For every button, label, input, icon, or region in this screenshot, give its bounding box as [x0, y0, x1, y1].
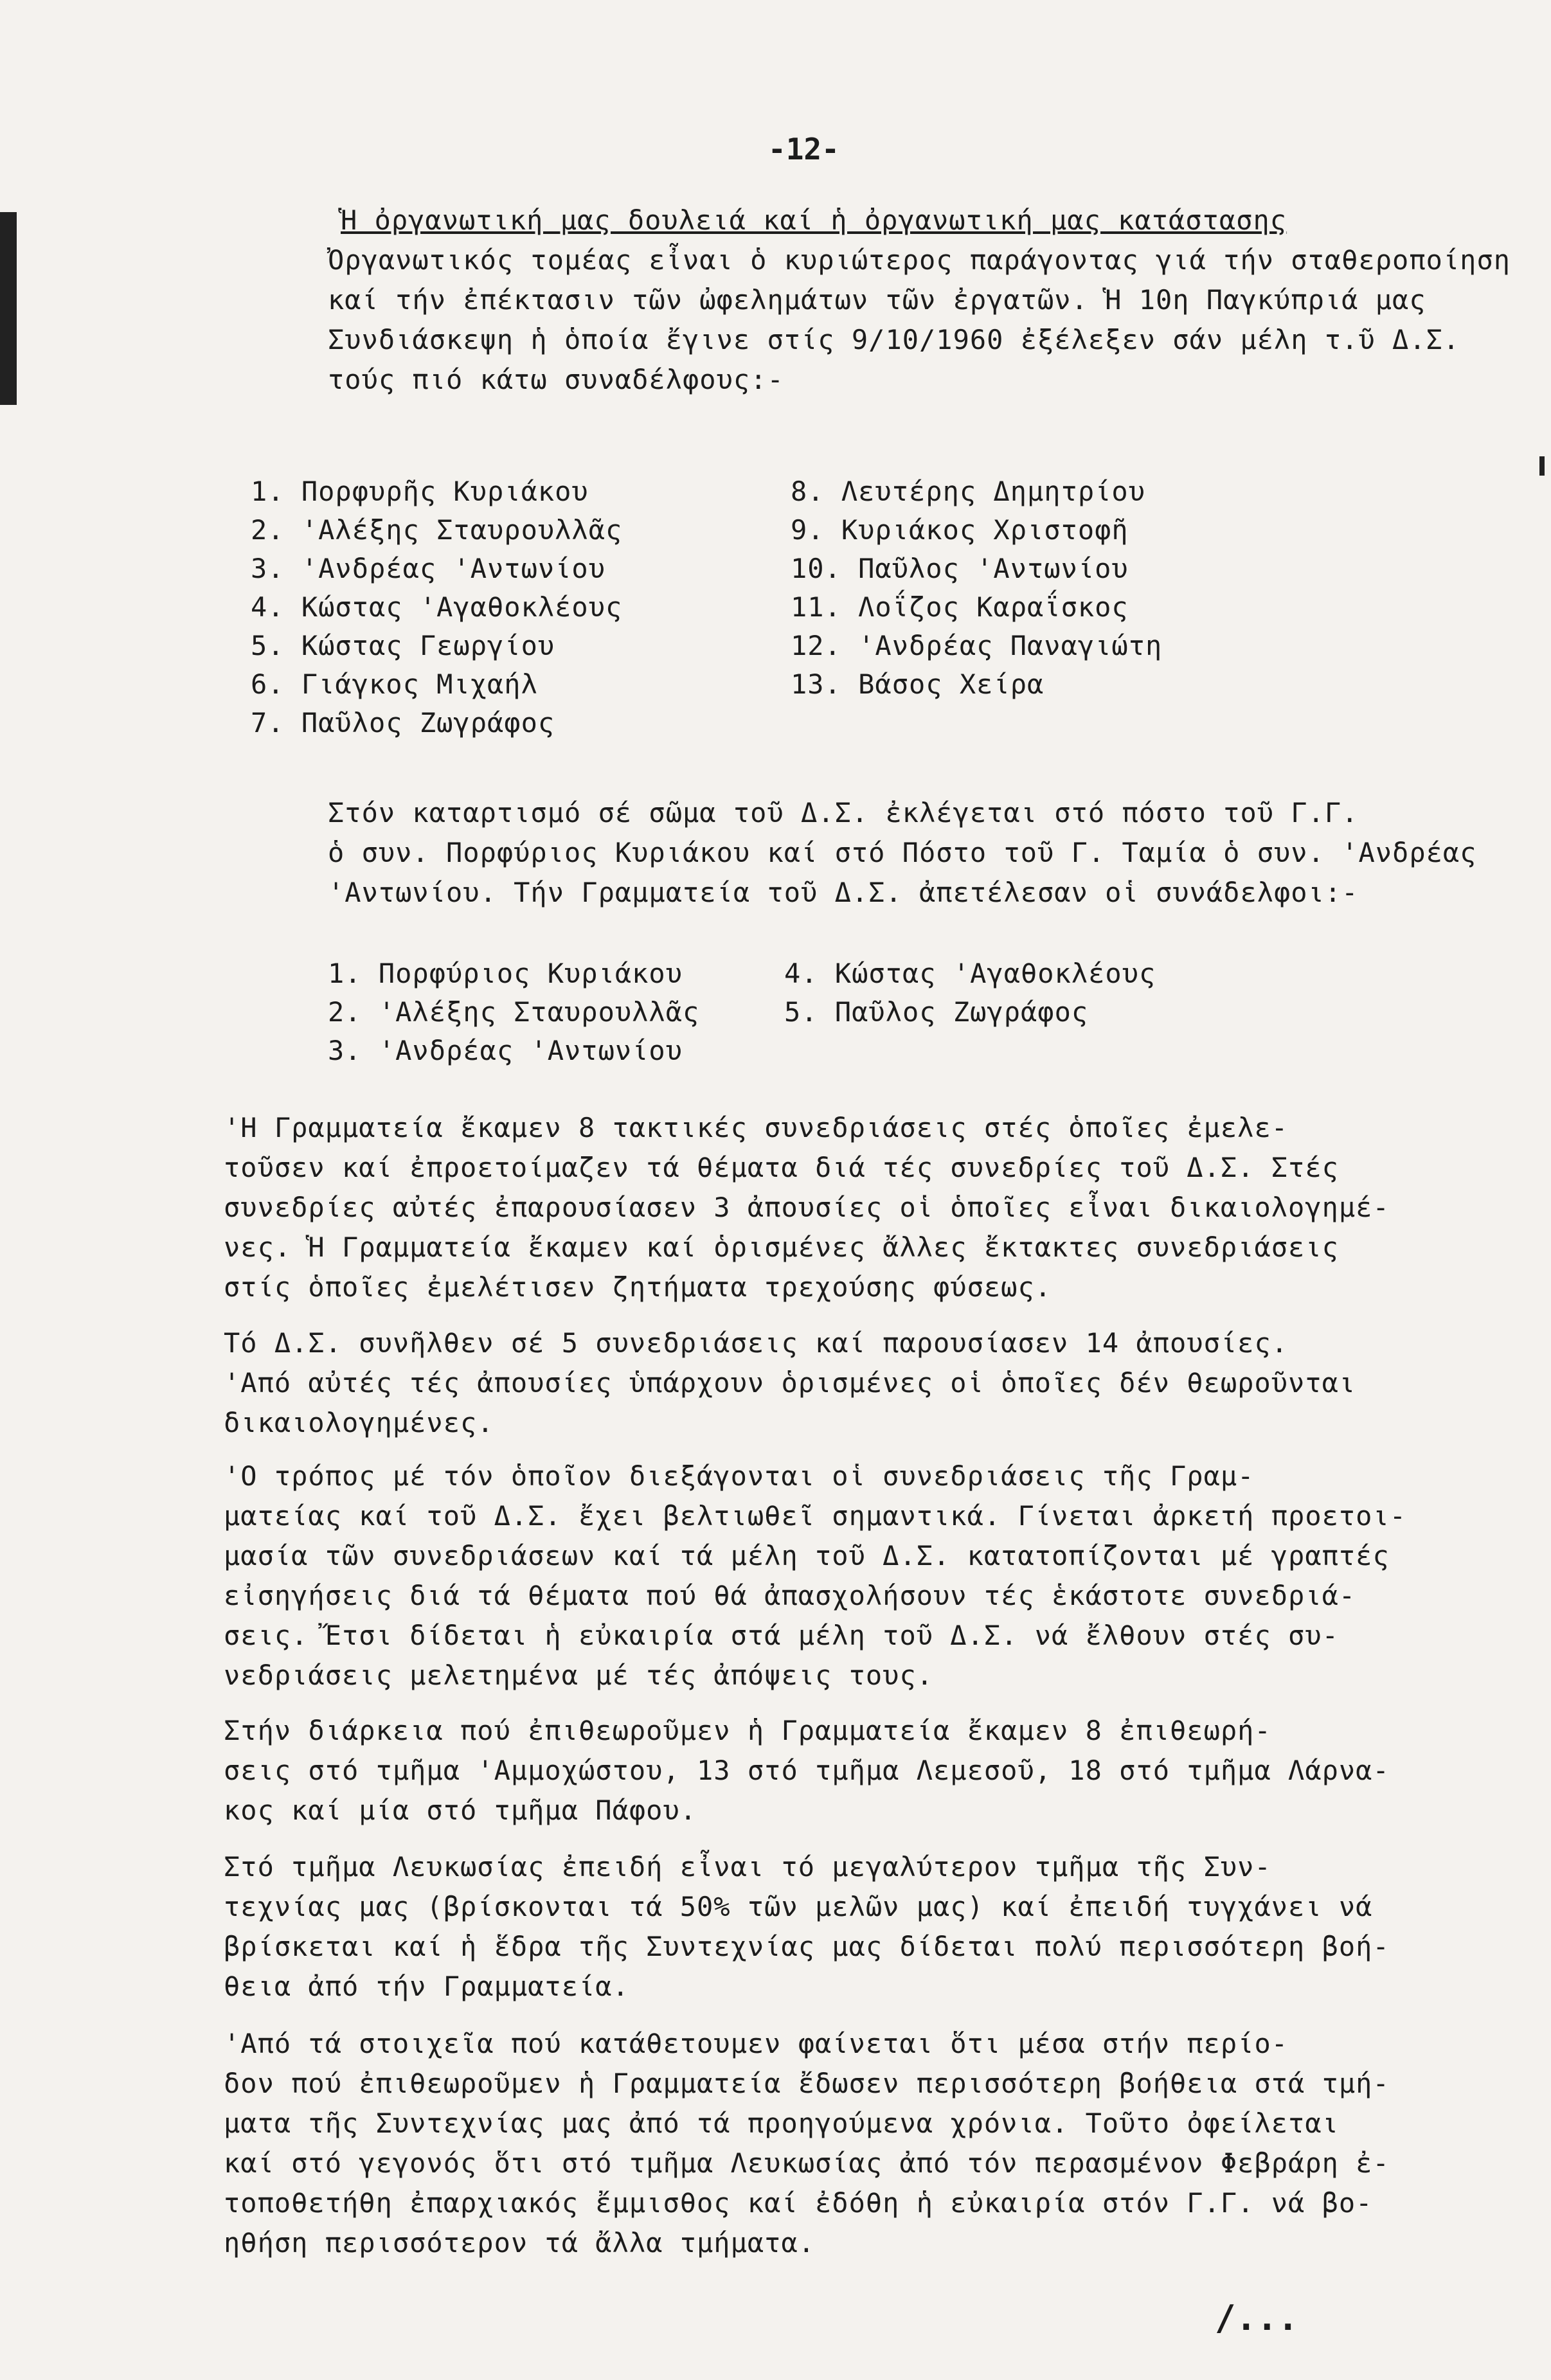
member-item: 11. Λοΐζος Καραΐσκος [791, 591, 1129, 623]
secretariat-item: 4. Κώστας 'Αγαθοκλέους [784, 958, 1156, 989]
member-item: 6. Γιάγκος Μιχαήλ [251, 668, 538, 700]
member-item: 7. Παῦλος Ζωγράφος [251, 707, 555, 738]
paragraph-line: ηθήση περισσότερον τά ἄλλα τμήματα. [224, 2227, 816, 2259]
page-number: -12- [768, 132, 839, 166]
paragraph-line: 'Από τά στοιχεῖα πού κατάθετουμεν φαίνεται ὅτι μέσα στήν περίο- [224, 2028, 1289, 2059]
section-title: Ἡ ὀργανωτική μας δουλειά καί ἡ ὀργανωτική μας κατάστασης [341, 204, 1287, 236]
paragraph-line: δικαιολογημένες. [224, 1407, 494, 1438]
member-item: 5. Κώστας Γεωργίου [251, 630, 555, 661]
scan-speck [1539, 456, 1545, 476]
formation-line: Στόν καταρτισμό σέ σῶμα τοῦ Δ.Σ. ἐκλέγεται στό πόστο τοῦ Γ.Γ. [328, 797, 1359, 828]
member-item: 8. Λευτέρης Δημητρίου [791, 476, 1146, 507]
paragraph-line: στίς ὁποῖες ἐμελέτισεν ζητήματα τρεχούσης φύσεως. [224, 1271, 1052, 1303]
paragraph-line: 'Ο τρόπος μέ τόν ὁποῖον διεξάγονται οἱ συνεδριάσεις τῆς Γραμ- [224, 1460, 1255, 1492]
paragraph-line: καί στό γεγονός ὅτι στό τμῆμα Λευκωσίας ἀπό τόν περασμένον Φεβράρη ἐ- [224, 2147, 1390, 2179]
secretariat-item: 1. Πορφύριος Κυριάκου [328, 958, 683, 989]
intro-line: τούς πιό κάτω συναδέλφους:- [328, 364, 784, 395]
paragraph-line: τοῦσεν καί ἐπροετοίμαζεν τά θέματα διά τές συνεδρίες τοῦ Δ.Σ. Στές [224, 1152, 1339, 1183]
secretariat-item: 2. 'Αλέξης Σταυρουλλᾶς [328, 996, 700, 1028]
paragraph-line: βρίσκεται καί ἡ ἕδρα τῆς Συντεχνίας μας δίδεται πολύ περισσότερη βοή- [224, 1931, 1390, 1962]
paragraph-line: σεις στό τμῆμα 'Αμμοχώστου, 13 στό τμῆμα Λεμεσοῦ, 18 στό τμῆμα Λάρνα- [224, 1755, 1390, 1786]
paragraph-line: ματα τῆς Συντεχνίας μας ἀπό τά προηγούμενα χρόνια. Τοῦτο ὀφείλεται [224, 2107, 1339, 2139]
paragraph-line: νες. Ἡ Γραμματεία ἔκαμεν καί ὁρισμένες ἄλλες ἔκτακτες συνεδριάσεις [224, 1231, 1339, 1263]
continuation-mark: /... [1215, 2298, 1299, 2338]
intro-line: καί τήν ἐπέκτασιν τῶν ὠφελημάτων τῶν ἐργατῶν. Ἡ 10η Παγκύπριά μας [328, 284, 1426, 316]
formation-line: ὁ συν. Πορφύριος Κυριάκου καί στό Πόστο τοῦ Γ. Ταμία ὁ συν. 'Ανδρέας [328, 837, 1477, 868]
intro-line: Ὀργανωτικός τομέας εἶναι ὁ κυριώτερος παράγοντας γιά τήν σταθεροποίηση [328, 244, 1511, 276]
member-item: 13. Βάσος Χείρα [791, 668, 1044, 700]
paragraph-line: συνεδρίες αὐτές ἐπαρουσίασεν 3 ἀπουσίες οἱ ὁποῖες εἶναι δικαιολογημέ- [224, 1192, 1390, 1223]
paragraph-line: εἰσηγήσεις διά τά θέματα πού θά ἀπασχολήσουν τές ἑκάστοτε συνεδριά- [224, 1580, 1356, 1611]
member-item: 3. 'Ανδρέας 'Αντωνίου [251, 553, 606, 584]
paragraph-line: σεις. Ἔτσι δίδεται ἡ εὐκαιρία στά μέλη τοῦ Δ.Σ. νά ἔλθουν στές συ- [224, 1620, 1339, 1651]
member-item: 4. Κώστας 'Αγαθοκλέους [251, 591, 623, 623]
paragraph-line: τεχνίας μας (βρίσκονται τά 50% τῶν μελῶν μας) καί ἐπειδή τυγχάνει νά [224, 1891, 1373, 1922]
paragraph-line: κος καί μία στό τμῆμα Πάφου. [224, 1794, 697, 1826]
paragraph-line: θεια ἀπό τήν Γραμματεία. [224, 1971, 629, 2002]
member-item: 10. Παῦλος 'Αντωνίου [791, 553, 1129, 584]
paragraph-line: μασία τῶν συνεδριάσεων καί τά μέλη τοῦ Δ.Σ. κατατοπίζονται μέ γραπτές [224, 1540, 1390, 1571]
member-item: 12. 'Ανδρέας Παναγιώτη [791, 630, 1163, 661]
paragraph-line: 'Από αὐτές τές ἀπουσίες ὑπάρχουν ὁρισμένες οἱ ὁποῖες δέν θεωροῦνται [224, 1367, 1356, 1399]
secretariat-item: 5. Παῦλος Ζωγράφος [784, 996, 1089, 1028]
member-item: 9. Κυριάκος Χριστοφῆ [791, 514, 1129, 546]
paragraph-line: νεδριάσεις μελετημένα μέ τές ἀπόψεις τους. [224, 1660, 934, 1691]
scan-edge-mark [0, 212, 17, 405]
paragraph-line: Τό Δ.Σ. συνῆλθεν σέ 5 συνεδριάσεις καί παρουσίασεν 14 ἀπουσίες. [224, 1327, 1289, 1359]
paragraph-line: τοποθετήθη ἐπαρχιακός ἔμμισθος καί ἐδόθη ἡ εὐκαιρία στόν Γ.Γ. νά βο- [224, 2187, 1373, 2219]
paragraph-line: Στό τμῆμα Λευκωσίας ἐπειδή εἶναι τό μεγαλύτερον τμῆμα τῆς Συν- [224, 1851, 1271, 1883]
paragraph-line: 'Η Γραμματεία ἔκαμεν 8 τακτικές συνεδριάσεις στές ὁποῖες ἐμελε- [224, 1112, 1289, 1143]
member-item: 1. Πορφυρῆς Κυριάκου [251, 476, 589, 507]
paragraph-line: Στήν διάρκεια πού ἐπιθεωροῦμεν ἡ Γραμματεία ἔκαμεν 8 ἐπιθεωρή- [224, 1715, 1271, 1746]
member-item: 2. 'Αλέξης Σταυρουλλᾶς [251, 514, 623, 546]
intro-line: Συνδιάσκεψη ἡ ὁποία ἔγινε στίς 9/10/1960 ἐξέλεξεν σάν μέλη τ.ῦ Δ.Σ. [328, 324, 1460, 355]
paragraph-line: ματείας καί τοῦ Δ.Σ. ἔχει βελτιωθεῖ σημαντικά. Γίνεται ἀρκετή προετοι- [224, 1500, 1407, 1532]
secretariat-item: 3. 'Ανδρέας 'Αντωνίου [328, 1035, 683, 1066]
formation-line: 'Αντωνίου. Τήν Γραμματεία τοῦ Δ.Σ. ἀπετέλεσαν οἱ συνάδελφοι:- [328, 877, 1359, 908]
paragraph-line: δον πού ἐπιθεωροῦμεν ἡ Γραμματεία ἔδωσεν περισσότερη βοήθεια στά τμή- [224, 2068, 1390, 2099]
